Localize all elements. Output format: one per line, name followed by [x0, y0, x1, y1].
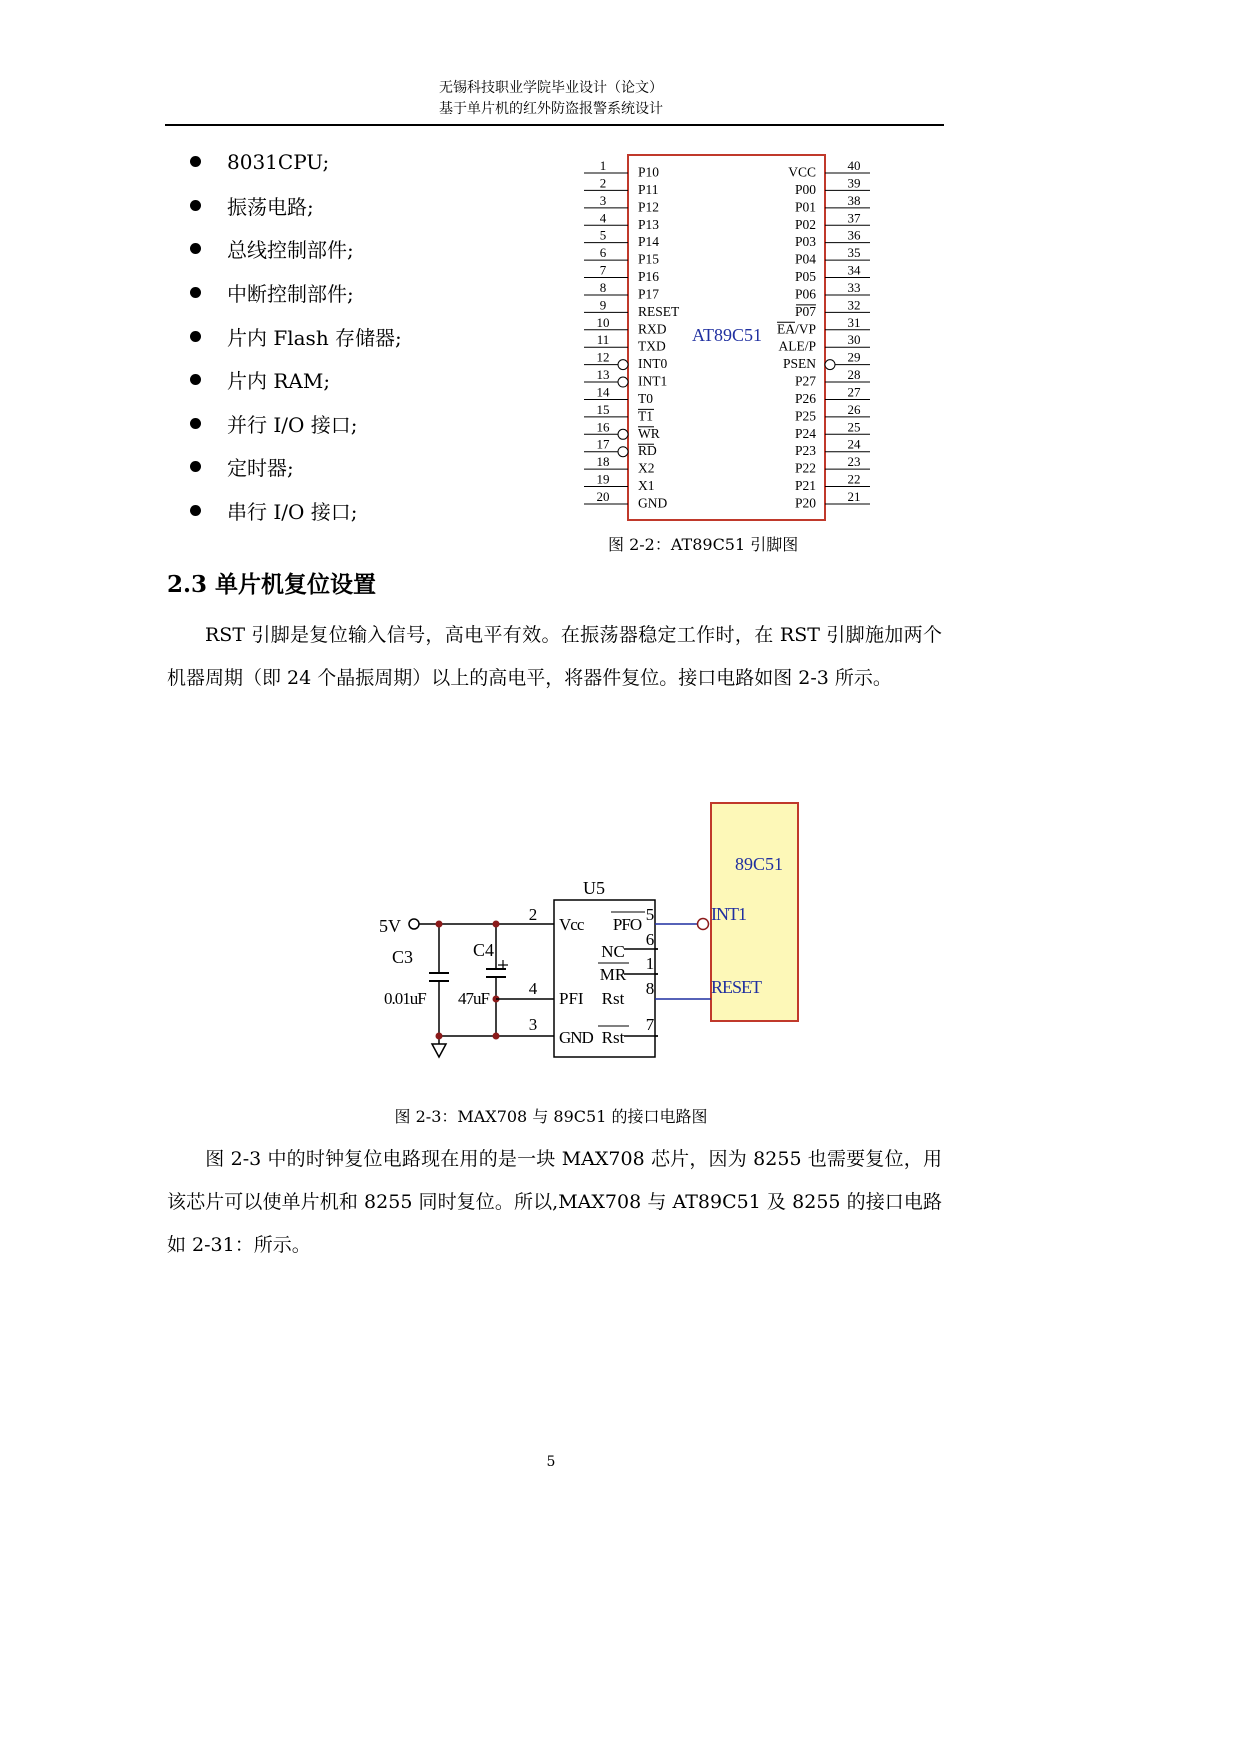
- pin-number: 19: [596, 471, 610, 487]
- bullet-icon: [190, 200, 201, 211]
- pin-name: T0: [638, 390, 653, 406]
- pin-number: 23: [847, 454, 861, 470]
- pin-name: P15: [638, 251, 660, 267]
- u5-pin-nc: NC: [601, 942, 625, 961]
- list-item: [190, 445, 550, 489]
- pin-number: 31: [847, 314, 861, 330]
- pin-number: 27: [847, 384, 861, 400]
- paragraph-1-text: RST 引脚是复位输入信号，高电平有效。在振荡器稳定工作时，在 RST 引脚施加两个机器周期（即 24 个晶振周期）以上的高电平，将器件复位。接口电路如图 2-3 所示。: [167, 624, 942, 689]
- inversion-bubble: [618, 377, 628, 387]
- pin-name: P25: [794, 408, 816, 424]
- pin-name: P10: [638, 164, 660, 180]
- inversion-bubble: [618, 360, 628, 370]
- pin-number: 2: [528, 905, 538, 924]
- chip-89c51-label: 89C51: [734, 854, 784, 874]
- pin-number: 38: [847, 192, 861, 208]
- paragraph-2: [167, 1138, 942, 1267]
- pin-number: 9: [599, 297, 607, 313]
- section-title: 2.3 单片机复位设置: [167, 571, 377, 598]
- inversion-bubble: [825, 360, 835, 370]
- pin-name: RESET: [638, 303, 680, 319]
- pin-number: 33: [847, 279, 861, 295]
- pin-name: P06: [794, 286, 816, 302]
- pin-number: 1: [645, 954, 655, 973]
- pin-name: P04: [794, 251, 816, 267]
- chip-pin-int1: INT1: [711, 904, 746, 924]
- feature-text: 8031CPU;: [227, 149, 330, 174]
- feature-text: 串行 I/O 接口;: [227, 500, 358, 525]
- list-item: [190, 140, 550, 184]
- pin-name: P17: [638, 286, 660, 302]
- pin-name: P21: [794, 478, 816, 494]
- pin-number: 8: [645, 979, 655, 998]
- pin-number: 26: [847, 401, 861, 417]
- pin-number: 17: [596, 436, 610, 452]
- at89c51-pin-diagram: [570, 148, 890, 530]
- pin-name: X1: [638, 478, 655, 494]
- u5-pin-rst-bar: Rst: [601, 1028, 625, 1047]
- list-item: [190, 489, 550, 533]
- pin-name: P11: [638, 181, 659, 197]
- chip-label: AT89C51: [691, 325, 763, 345]
- feature-text: 片内 RAM;: [227, 369, 331, 394]
- pin-name: INT0: [638, 356, 668, 372]
- feature-text: 定时器;: [227, 456, 294, 481]
- feature-text: 振荡电路;: [227, 194, 314, 219]
- pin-number: 4: [528, 979, 538, 998]
- feature-list: [190, 140, 550, 532]
- pin-name: P01: [794, 199, 816, 215]
- pin-number: 10: [596, 314, 610, 330]
- pin-number: 36: [847, 227, 861, 243]
- pin-name: P23: [794, 443, 816, 459]
- junction-dot: [436, 921, 443, 928]
- u5-pin-vcc: Vcc: [559, 915, 584, 934]
- pin-name: PSEN: [782, 356, 816, 372]
- pin-number: 5: [599, 227, 607, 243]
- pin-name: TXD: [638, 338, 666, 354]
- pin-name: P05: [794, 269, 816, 285]
- inversion-bubble: [618, 447, 628, 457]
- pin-number: 24: [847, 436, 861, 452]
- pin-number: 8: [599, 279, 607, 295]
- pin-number: 6: [645, 930, 655, 949]
- pin-number: 28: [847, 367, 861, 383]
- c4-value: 47uF: [458, 989, 489, 1008]
- pin-name: P07: [794, 303, 816, 319]
- u5-pin-pfi: PFI: [559, 989, 584, 1008]
- list-item: [190, 271, 550, 315]
- pin-number: 29: [847, 349, 861, 365]
- pin-name: P00: [794, 181, 816, 197]
- c3-name: C3: [392, 947, 414, 967]
- pin-name: GND: [638, 495, 668, 511]
- pin-number: 20: [596, 488, 610, 504]
- pin-number: 4: [599, 210, 607, 226]
- u5-label: U5: [583, 878, 605, 898]
- list-item: [190, 402, 550, 446]
- bullet-icon: [190, 331, 201, 342]
- pin-number: 5: [645, 905, 655, 924]
- pin-number: 13: [596, 367, 610, 383]
- pin-number: 22: [847, 471, 861, 487]
- pin-number: 6: [599, 245, 607, 261]
- pin-number: 3: [599, 192, 607, 208]
- u5-pin-rst: Rst: [601, 989, 625, 1008]
- pin-name: VCC: [788, 164, 816, 180]
- junction-dot: [493, 1033, 500, 1040]
- pin-name: P16: [638, 269, 660, 285]
- bullet-icon: [190, 156, 201, 167]
- feature-text: 中断控制部件;: [227, 282, 354, 307]
- c4-name: C4: [473, 940, 495, 960]
- pin-number: 16: [596, 419, 610, 435]
- figure-2-3-caption: 图 2-3：MAX708 与 89C51 的接口电路图: [394, 1107, 708, 1126]
- pin-number: 21: [847, 488, 861, 504]
- feature-text: 并行 I/O 接口;: [227, 412, 358, 437]
- pin-number: 25: [847, 419, 861, 435]
- feature-text: 总线控制部件;: [227, 238, 354, 263]
- u5-pin-mr: MR: [599, 965, 627, 984]
- supply-label: 5V: [379, 916, 401, 936]
- pin-name: P14: [638, 234, 660, 250]
- bullet-icon: [190, 287, 201, 298]
- max708-interface-diagram: [375, 800, 815, 1070]
- pin-name: INT1: [638, 373, 668, 389]
- pin-number: 18: [596, 454, 610, 470]
- pin-number: 11: [596, 332, 610, 348]
- pin-name: P03: [794, 234, 816, 250]
- pin-number: 37: [847, 210, 861, 226]
- bullet-icon: [190, 461, 201, 472]
- pin-number: 7: [599, 262, 607, 278]
- pin-name: EA/VP: [776, 321, 816, 337]
- pin-name: ALE/P: [778, 338, 816, 354]
- pin-number: 3: [528, 1015, 538, 1034]
- list-item: [190, 314, 550, 358]
- pin-name: RXD: [638, 321, 667, 337]
- pin-name: P02: [794, 216, 816, 232]
- pin-name: RD: [638, 443, 657, 459]
- pin-name: T1: [638, 408, 653, 424]
- bullet-icon: [190, 505, 201, 516]
- pin-number: 34: [847, 262, 861, 278]
- bullet-icon: [190, 374, 201, 385]
- pin-number: 14: [596, 384, 610, 400]
- ground-icon: [432, 1044, 446, 1057]
- figure-2-2-caption: 图 2-2：AT89C51 引脚图: [608, 535, 799, 554]
- bullet-icon: [190, 418, 201, 429]
- supply-terminal-icon: [409, 919, 419, 929]
- inversion-bubble: [618, 429, 628, 439]
- pin-number: 7: [645, 1015, 655, 1034]
- pin-name: P13: [638, 216, 660, 232]
- pin-name: WR: [638, 425, 660, 441]
- pin-number: 15: [596, 401, 610, 417]
- pin-number: 32: [847, 297, 861, 313]
- c3-value: 0.01uF: [384, 989, 426, 1008]
- header-rule: [165, 124, 944, 126]
- junction-dot: [493, 921, 500, 928]
- page-number: 5: [546, 1454, 556, 1470]
- chip-pin-reset: RESET: [711, 977, 762, 997]
- pin-name: P22: [794, 460, 816, 476]
- pin-number: 35: [847, 245, 861, 261]
- pin-number: 40: [847, 158, 861, 173]
- pin-name: P26: [794, 390, 816, 406]
- pin-number: 1: [599, 158, 607, 173]
- junction-dot: [436, 1033, 443, 1040]
- list-item: [190, 227, 550, 271]
- header-line-1: 无锡科技职业学院毕业设计（论文）: [439, 80, 663, 96]
- int1-inversion-bubble: [698, 919, 709, 930]
- pin-number: 39: [847, 175, 861, 191]
- u5-pin-pfo: PFO: [612, 915, 642, 934]
- pin-name: P27: [794, 373, 816, 389]
- pin-number: 12: [596, 349, 610, 365]
- paragraph-1: [167, 614, 942, 700]
- pin-name: X2: [638, 460, 655, 476]
- bullet-icon: [190, 243, 201, 254]
- u5-pin-gnd: GND: [559, 1028, 593, 1047]
- paragraph-2-text: 图 2-3 中的时钟复位电路现在用的是一块 MAX708 芯片，因为 8255 也需要复位，用该芯片可以使单片机和 8255 同时复位。所以,MAX708 与 AT89C51 及 8255 的接口电路如 2-31：所示。: [167, 1148, 942, 1256]
- pin-number: 30: [847, 332, 861, 348]
- pin-name: P12: [638, 199, 660, 215]
- header-line-2: 基于单片机的红外防盗报警系统设计: [439, 101, 663, 117]
- pin-number: 2: [599, 175, 607, 191]
- pin-name: P24: [794, 425, 816, 441]
- list-item: [190, 184, 550, 228]
- feature-text: 片内 Flash 存储器;: [227, 325, 402, 350]
- pin-name: P20: [794, 495, 816, 511]
- list-item: [190, 358, 550, 402]
